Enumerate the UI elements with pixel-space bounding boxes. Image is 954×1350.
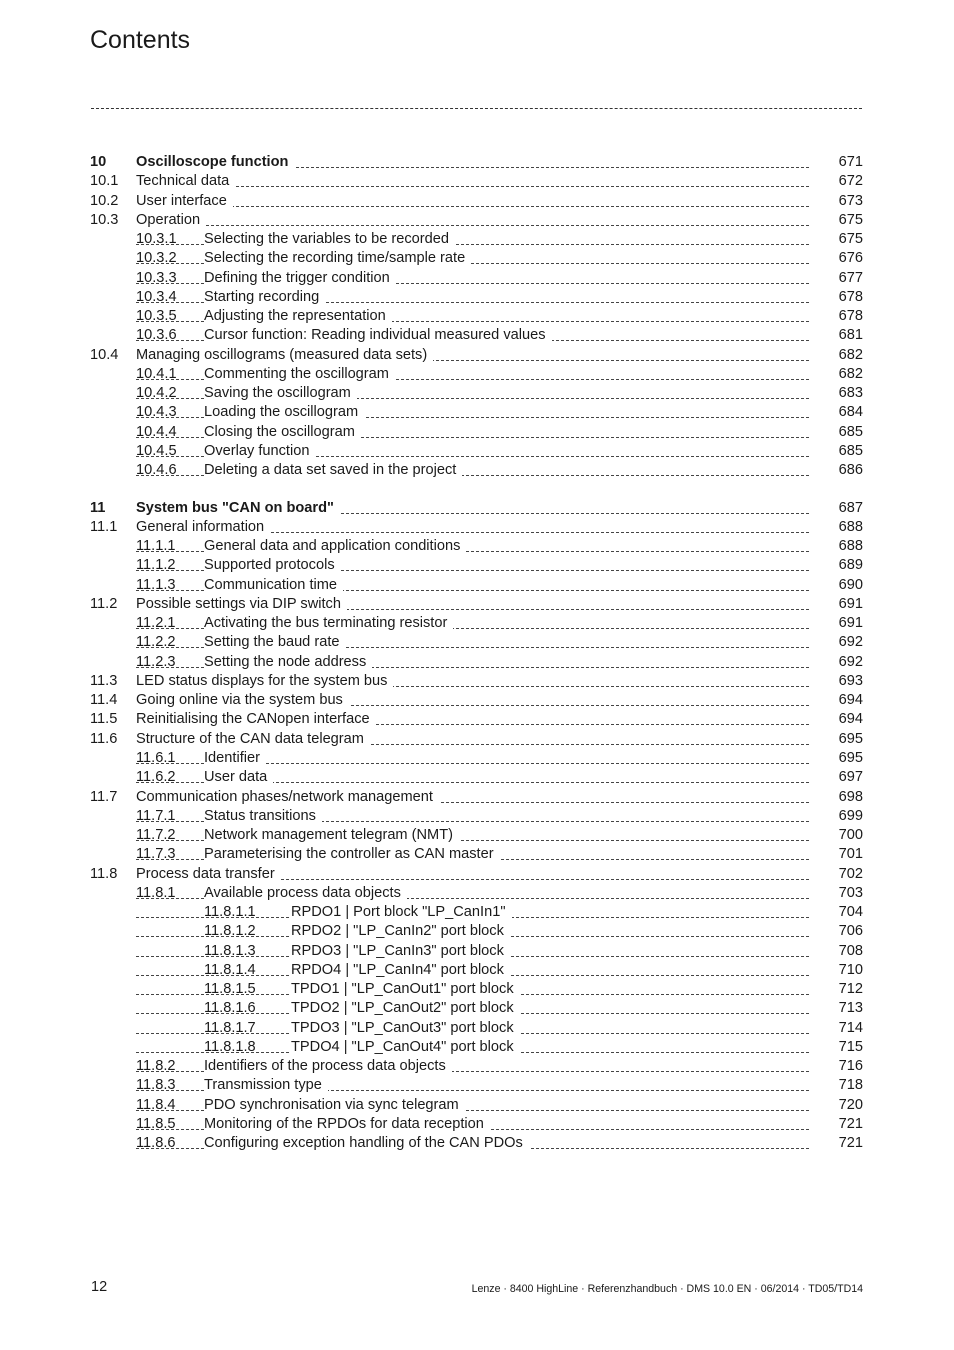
toc-entry-number: 11.8.1.7 [204, 1019, 256, 1036]
toc-entry-page[interactable]: 678 [838, 308, 863, 325]
toc-entry[interactable] [90, 461, 863, 480]
toc-entry-page[interactable]: 683 [838, 385, 863, 402]
toc-entry-number: 11.8.1.3 [204, 942, 256, 959]
toc-entry-number: 10.3.4 [136, 288, 177, 305]
toc-entry[interactable] [90, 788, 863, 807]
toc-entry-title[interactable]: Oscilloscope function [136, 153, 294, 172]
toc-entry-title[interactable]: Loading the oscillogram [204, 403, 364, 422]
toc-entry-title[interactable]: Available process data objects [204, 884, 407, 903]
toc-entry[interactable] [90, 1019, 863, 1038]
toc-entry-number: 11.5 [90, 711, 118, 728]
toc-entry[interactable] [90, 192, 863, 211]
toc-entry-title[interactable]: Technical data [136, 172, 235, 191]
toc-entry-number: 11.8.2 [136, 1058, 176, 1075]
toc-entry-title[interactable]: Activating the bus terminating resistor [204, 614, 453, 633]
toc-entry-number: 11.8.4 [136, 1096, 176, 1113]
toc-entry-title[interactable]: LED status displays for the system bus [136, 672, 393, 691]
toc-entry-title[interactable]: Reinitialising the CANopen interface [136, 710, 376, 729]
toc-entry-number: 11.8.1 [136, 884, 176, 901]
toc-entry-title[interactable]: Starting recording [204, 288, 325, 307]
toc-leader-dashes [136, 206, 809, 207]
toc-entry-title[interactable]: Cursor function: Reading individual measured values [204, 326, 552, 345]
toc-entry[interactable] [90, 999, 863, 1018]
toc-entry-page[interactable]: 691 [838, 615, 863, 632]
toc-entry-page[interactable]: 701 [838, 846, 863, 863]
toc-entry-number: 11.6.1 [136, 749, 176, 766]
toc-entry-page[interactable]: 692 [838, 653, 863, 670]
toc-entry-title[interactable]: Status transitions [204, 807, 322, 826]
toc-entry-title[interactable]: RPDO4 | "LP_CanIn4" port block [291, 961, 510, 980]
toc-entry[interactable] [90, 980, 863, 999]
toc-entry[interactable] [90, 942, 863, 961]
toc-entry-number: 11.8.1.5 [204, 981, 256, 998]
toc-entry-number: 11.2.2 [136, 634, 176, 651]
toc-entry-title[interactable]: Setting the baud rate [204, 633, 346, 652]
toc-entry-page[interactable]: 671 [838, 154, 863, 170]
toc-entry-title[interactable]: RPDO3 | "LP_CanIn3" port block [291, 942, 510, 961]
toc-entry-title[interactable]: Communication time [204, 576, 343, 595]
footer-page-number: 12 [91, 1279, 108, 1295]
toc-entry[interactable] [90, 1076, 863, 1095]
toc-entry-title[interactable]: Managing oscillograms (measured data sets) [136, 346, 433, 365]
toc-entry-page[interactable]: 699 [838, 807, 863, 824]
toc-entry[interactable] [90, 865, 863, 884]
toc-entry-page[interactable]: 704 [838, 904, 863, 921]
toc-entry[interactable] [90, 172, 863, 191]
toc-entry-page[interactable]: 685 [838, 423, 863, 440]
toc-entry-number: 11.1.3 [136, 576, 176, 593]
toc-entry[interactable] [90, 653, 863, 672]
toc-entry[interactable] [90, 384, 863, 403]
toc-entry-title[interactable]: Communication phases/network management [136, 788, 439, 807]
toc-entry[interactable] [90, 961, 863, 980]
toc-entry-number: 11.2.3 [136, 653, 176, 670]
toc-entry-number: 11.8.3 [136, 1077, 176, 1094]
toc-entry[interactable] [90, 1115, 863, 1134]
toc-entry-title[interactable]: Commenting the oscillogram [204, 365, 395, 384]
toc-entry-page[interactable]: 689 [838, 557, 863, 574]
toc-entry-number: 11.2 [90, 595, 118, 612]
toc-entry-page[interactable]: 684 [838, 404, 863, 421]
toc-entry[interactable] [90, 537, 863, 556]
toc-entry-title[interactable]: Selecting the variables to be recorded [204, 230, 455, 249]
toc-entry[interactable] [90, 326, 863, 345]
toc-entry-number: 10.3.6 [136, 327, 177, 344]
toc-entry[interactable] [90, 556, 863, 575]
toc-entry[interactable] [90, 845, 863, 864]
toc-entry-number: 11 [90, 499, 106, 516]
toc-entry[interactable] [90, 1038, 863, 1057]
toc-entry[interactable] [90, 768, 863, 787]
toc-entry[interactable] [90, 710, 863, 729]
toc-entry-number: 11.8.1.4 [204, 961, 256, 978]
toc-entry-title[interactable]: TPDO4 | "LP_CanOut4" port block [291, 1038, 520, 1057]
toc-entry-page[interactable]: 708 [838, 942, 863, 959]
toc-entry-title[interactable]: User data [204, 768, 273, 787]
toc-entry-page[interactable]: 702 [838, 865, 863, 882]
toc-entry-number: 11.8.1.2 [204, 923, 256, 940]
toc-entry-page[interactable]: 694 [838, 692, 863, 709]
toc-entry-title[interactable]: General data and application conditions [204, 537, 466, 556]
toc-entry[interactable] [90, 749, 863, 768]
toc-entry[interactable] [90, 807, 863, 826]
toc-entry-title[interactable]: Configuring exception handling of the CAN PDOs [204, 1134, 529, 1153]
toc-entry-number: 11.4 [90, 692, 118, 709]
toc-entry-number: 11.7.2 [136, 827, 176, 844]
toc-entry-number: 11.8.5 [136, 1116, 176, 1133]
toc-entry-title[interactable]: Identifier [204, 749, 266, 768]
toc-entry-page[interactable]: 721 [838, 1135, 863, 1152]
toc-entry-title[interactable]: TPDO1 | "LP_CanOut1" port block [291, 980, 520, 999]
toc-entry-number: 11.8.1.8 [204, 1038, 256, 1055]
toc-entry-title[interactable]: Network management telegram (NMT) [204, 826, 459, 845]
toc-entry-number: 10.4 [90, 346, 119, 363]
toc-entry-page[interactable]: 712 [838, 981, 863, 998]
toc-entry-title[interactable]: Possible settings via DIP switch [136, 595, 347, 614]
toc-entry-number: 11.8.6 [136, 1135, 176, 1152]
toc-entry[interactable] [90, 1096, 863, 1115]
header-divider [91, 108, 862, 109]
toc-entry-number: 11.3 [90, 672, 118, 689]
toc-entry-number: 10.1 [90, 173, 119, 190]
toc-entry[interactable] [90, 365, 863, 384]
toc-entry-title[interactable]: Parameterising the controller as CAN master [204, 845, 500, 864]
toc-entry-title[interactable]: Closing the oscillogram [204, 423, 361, 442]
toc-entry-title[interactable]: Defining the trigger condition [204, 269, 396, 288]
toc-entry[interactable] [90, 211, 863, 230]
toc-entry[interactable] [90, 249, 863, 268]
toc-entry-page[interactable]: 697 [838, 769, 863, 786]
toc-entry-page[interactable]: 675 [838, 231, 863, 248]
toc-entry-page[interactable]: 698 [838, 788, 863, 805]
toc-entry-number: 10.4.5 [136, 442, 177, 459]
toc-entry[interactable] [90, 595, 863, 614]
toc-entry-title[interactable]: System bus "CAN on board" [136, 499, 340, 518]
toc-entry-number: 11.1.1 [136, 538, 176, 555]
toc-entry-page[interactable]: 720 [838, 1096, 863, 1113]
toc-entry-page[interactable]: 692 [838, 634, 863, 651]
toc-entry-title[interactable]: Transmission type [204, 1076, 328, 1095]
toc-entry-page[interactable]: 677 [838, 269, 863, 286]
toc-entry-title[interactable]: Deleting a data set saved in the project [204, 461, 462, 480]
toc-entry-page[interactable]: 681 [838, 327, 863, 344]
toc-entry-page[interactable]: 678 [838, 288, 863, 305]
toc-entry-title[interactable]: Going online via the system bus [136, 691, 349, 710]
toc-entry-number: 10.3.1 [136, 231, 177, 248]
toc-entry-page[interactable]: 685 [838, 442, 863, 459]
toc-entry-page[interactable]: 682 [838, 365, 863, 382]
toc-entry-page[interactable]: 713 [838, 1000, 863, 1017]
toc-leader-dashes [136, 225, 809, 226]
toc-entry[interactable] [90, 614, 863, 633]
toc-entry-title[interactable]: Structure of the CAN data telegram [136, 730, 370, 749]
toc-entry-number: 11.8 [90, 865, 118, 882]
toc-entry-title[interactable]: Identifiers of the process data objects [204, 1057, 452, 1076]
toc-entry-page[interactable]: 687 [838, 499, 863, 516]
toc-entry[interactable] [90, 903, 863, 922]
toc-entry[interactable] [90, 1134, 863, 1153]
toc-entry-page[interactable]: 676 [838, 250, 863, 267]
toc-entry-page[interactable]: 695 [838, 749, 863, 766]
toc-entry[interactable] [90, 403, 863, 422]
toc-entry-page[interactable]: 716 [838, 1058, 863, 1075]
toc-entry-title[interactable]: RPDO2 | "LP_CanIn2" port block [291, 922, 510, 941]
toc-entry-page[interactable]: 675 [838, 211, 863, 228]
toc-entry-title[interactable]: TPDO2 | "LP_CanOut2" port block [291, 999, 520, 1018]
toc-entry-title[interactable]: Adjusting the representation [204, 307, 392, 326]
toc-entry-page[interactable]: 706 [838, 923, 863, 940]
toc-entry-title[interactable]: Supported protocols [204, 556, 341, 575]
toc-entry-number: 10.4.4 [136, 423, 177, 440]
toc-entry[interactable] [90, 691, 863, 710]
toc-entry-page[interactable]: 691 [838, 595, 863, 612]
toc-entry-page[interactable]: 721 [838, 1116, 863, 1133]
toc-entry-page[interactable]: 688 [838, 518, 863, 535]
toc-entry[interactable] [90, 230, 863, 249]
toc-entry-number: 11.7.1 [136, 807, 176, 824]
toc-leader-dashes [136, 186, 809, 187]
toc-entry-title[interactable]: Overlay function [204, 442, 315, 461]
toc-entry[interactable] [90, 153, 863, 172]
toc-entry-title[interactable]: Process data transfer [136, 865, 281, 884]
toc-entry-title[interactable]: Setting the node address [204, 653, 372, 672]
toc-entry-title[interactable]: Selecting the recording time/sample rate [204, 249, 471, 268]
toc-entry-number: 10.2 [90, 192, 119, 209]
toc-entry-number: 11.8.1.1 [204, 904, 256, 921]
toc-entry[interactable] [90, 633, 863, 652]
toc-entry-page[interactable]: 682 [838, 346, 863, 363]
toc-entry-page[interactable]: 690 [838, 576, 863, 593]
toc-entry-page[interactable]: 703 [838, 884, 863, 901]
toc-entry-number: 11.1 [90, 518, 118, 535]
toc-entry-page[interactable]: 714 [838, 1019, 863, 1036]
toc-entry-title[interactable]: PDO synchronisation via sync telegram [204, 1096, 465, 1115]
toc-entry-title[interactable]: User interface [136, 192, 233, 211]
toc-entry[interactable] [90, 1057, 863, 1076]
toc-entry-number: 11.6.2 [136, 769, 176, 786]
toc-entry[interactable] [90, 826, 863, 845]
toc-entry-number: 10.3.2 [136, 250, 177, 267]
toc-entry[interactable] [90, 922, 863, 941]
toc-entry-page[interactable]: 710 [838, 961, 863, 978]
toc-entry[interactable] [90, 576, 863, 595]
toc-entry-number: 10.3.3 [136, 269, 177, 286]
toc-entry-page[interactable]: 693 [838, 672, 863, 689]
toc-entry-page[interactable]: 695 [838, 730, 863, 747]
footer-document-info: Lenze · 8400 HighLine · Referenzhandbuch · DMS 10.0 EN · 06/2014 · TD05/TD14 [471, 1283, 863, 1295]
toc-entry[interactable] [90, 672, 863, 691]
toc-entry[interactable] [90, 423, 863, 442]
table-of-contents [90, 153, 863, 1154]
toc-entry[interactable] [90, 346, 863, 365]
toc-entry-number: 11.1.2 [136, 557, 176, 574]
toc-entry-number: 10.4.6 [136, 462, 177, 479]
toc-entry-number: 10.4.2 [136, 385, 177, 402]
toc-entry-number: 10.4.3 [136, 404, 177, 421]
toc-entry-number: 11.7 [90, 788, 118, 805]
toc-entry-page[interactable]: 694 [838, 711, 863, 728]
toc-entry[interactable] [90, 307, 863, 326]
toc-entry-number: 10.3 [90, 211, 119, 228]
toc-entry[interactable] [90, 499, 863, 518]
toc-entry-title[interactable]: Monitoring of the RPDOs for data reception [204, 1115, 490, 1134]
toc-entry-page[interactable]: 700 [838, 827, 863, 844]
toc-entry-number: 11.2.1 [136, 615, 176, 632]
toc-entry-page[interactable]: 686 [838, 462, 863, 479]
toc-entry[interactable] [90, 730, 863, 749]
toc-entry[interactable] [90, 288, 863, 307]
toc-entry-title[interactable]: TPDO3 | "LP_CanOut3" port block [291, 1019, 520, 1038]
toc-entry-number: 11.8.1.6 [204, 1000, 256, 1017]
toc-entry[interactable] [90, 884, 863, 903]
toc-entry-title[interactable]: Operation [136, 211, 206, 230]
toc-entry-title[interactable]: RPDO1 | Port block "LP_CanIn1" [291, 903, 512, 922]
toc-entry-page[interactable]: 718 [838, 1077, 863, 1094]
toc-entry[interactable] [90, 518, 863, 537]
toc-entry[interactable] [90, 442, 863, 461]
toc-entry-number: 11.6 [90, 730, 118, 747]
toc-entry-page[interactable]: 673 [838, 192, 863, 209]
toc-entry-title[interactable]: Saving the oscillogram [204, 384, 357, 403]
toc-entry-number: 10.3.5 [136, 308, 177, 325]
toc-entry-number: 10 [90, 154, 107, 170]
toc-entry-number: 10.4.1 [136, 365, 177, 382]
toc-entry-page[interactable]: 688 [838, 538, 863, 555]
toc-entry-title[interactable]: General information [136, 518, 270, 537]
page-title: Contents [90, 26, 191, 54]
toc-entry-page[interactable]: 672 [838, 173, 863, 190]
toc-entry-number: 11.7.3 [136, 846, 176, 863]
toc-entry-page[interactable]: 715 [838, 1038, 863, 1055]
toc-entry[interactable] [90, 269, 863, 288]
